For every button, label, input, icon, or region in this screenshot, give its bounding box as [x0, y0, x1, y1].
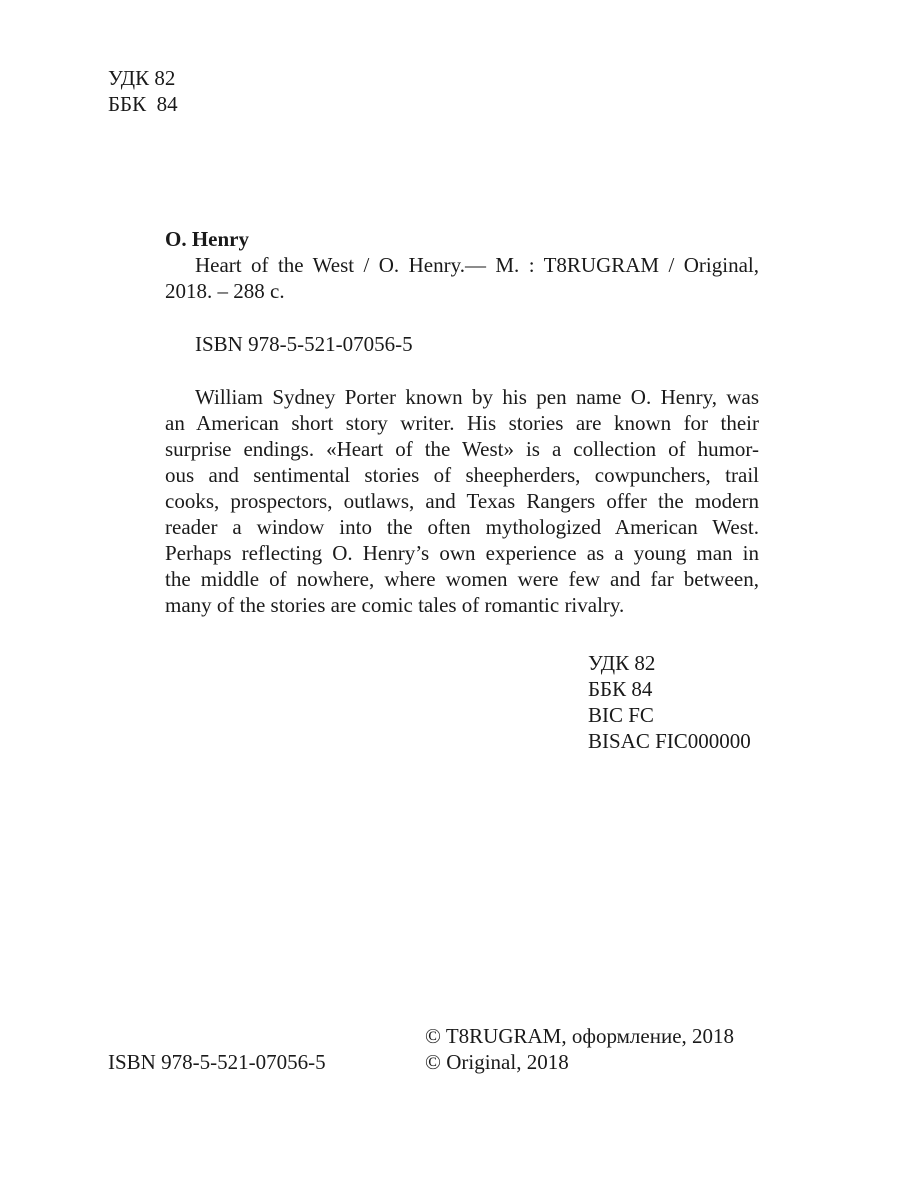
isbn-main: ISBN 978-5-521-07056-5 [195, 332, 413, 356]
annotation-line: surprise endings. «Heart of the West» is a collection of humor- [165, 437, 759, 461]
bibliographic-record [165, 252, 759, 304]
author-heading: O. Henry [165, 227, 249, 251]
top-classification-codes [108, 65, 178, 117]
annotation-line: an American short story writer. His stories are known for their [165, 411, 759, 435]
bisac-code: BISAC FIC000000 [588, 729, 751, 753]
copyright-notices [425, 1023, 734, 1075]
annotation-line: many of the stories are comic tales of romantic rivalry. [165, 593, 625, 617]
isbn-bottom: ISBN 978-5-521-07056-5 [108, 1050, 326, 1074]
udk-code: УДК 82 [108, 66, 176, 90]
annotation-paragraph [165, 384, 759, 618]
bibliographic-line: Heart of the West / O. Henry.— M. : T8RUGRAM / Original, [195, 253, 759, 277]
bbk-code: ББК 84 [108, 92, 178, 116]
annotation-line: ous and sentimental stories of sheepherders, cowpunchers, trail [165, 463, 759, 487]
bic-code: BIC FC [588, 703, 654, 727]
annotation-line: Perhaps reflecting O. Henry’s own experience as a young man in [165, 541, 759, 565]
annotation-line: cooks, prospectors, outlaws, and Texas Rangers offer the modern [165, 489, 759, 513]
annotation-line: William Sydney Porter known by his pen name O. Henry, was [195, 385, 759, 409]
annotation-line: reader a window into the often mythologized American West. [165, 515, 759, 539]
copyright-original: © Original, 2018 [425, 1050, 569, 1074]
copyright-design: © T8RUGRAM, оформление, 2018 [425, 1024, 735, 1048]
annotation-line: the middle of nowhere, where women were few and far between, [165, 567, 759, 591]
bibliographic-line: 2018. – 288 c. [165, 279, 285, 303]
classification-codes [588, 650, 751, 754]
udk-code: УДК 82 [588, 651, 656, 675]
bbk-code: ББК 84 [588, 677, 653, 701]
